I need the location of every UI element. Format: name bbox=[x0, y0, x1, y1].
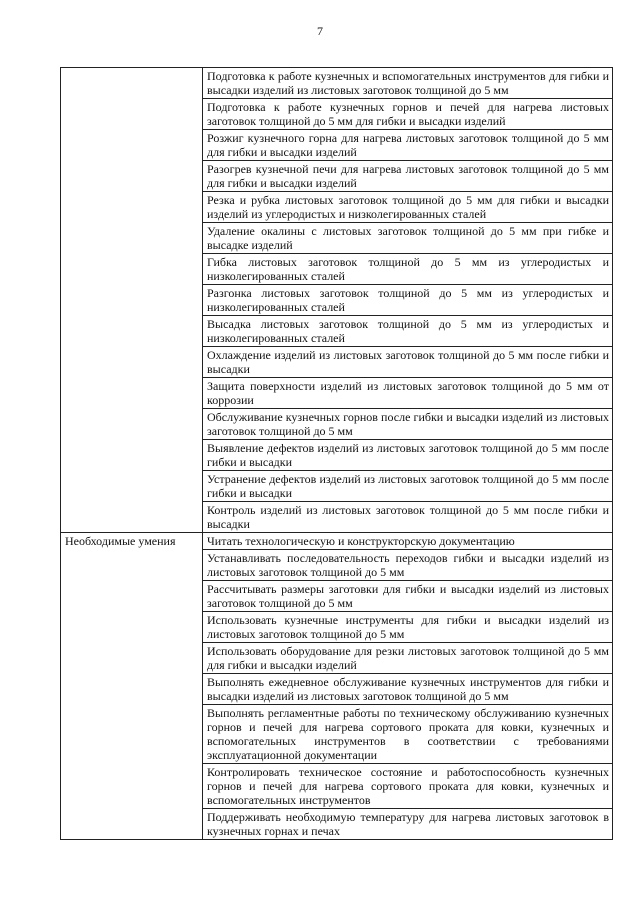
table-cell-item: Удаление окалины с листовых заготовок толщиной до 5 мм при гибке и высадке изделий bbox=[203, 223, 613, 254]
table-cell-item: Обслуживание кузнечных горнов после гибки и высадки изделий из листовых заготовок толщиной до 5 мм bbox=[203, 409, 613, 440]
requirements-table-body bbox=[61, 68, 613, 840]
table-cell-item: Подготовка к работе кузнечных и вспомогательных инструментов для гибки и высадки изделий из листовых заготовок толщиной до 5 мм bbox=[203, 68, 613, 99]
table-cell-item: Выявление дефектов изделий из листовых заготовок толщиной до 5 мм после гибки и высадки bbox=[203, 440, 613, 471]
table-cell-item: Разгонка листовых заготовок толщиной до 5 мм из углеродистых и низколегированных сталей bbox=[203, 285, 613, 316]
table-cell-item: Использовать кузнечные инструменты для гибки и высадки изделий из листовых заготовок толщиной до 5 мм bbox=[203, 612, 613, 643]
table-row bbox=[61, 68, 613, 99]
requirements-table bbox=[60, 67, 613, 840]
table-cell-item: Устранение дефектов изделий из листовых заготовок толщиной до 5 мм после гибки и высадки bbox=[203, 471, 613, 502]
table-cell-item: Разогрев кузнечной печи для нагрева листовых заготовок толщиной до 5 мм для гибки и высадки изделий bbox=[203, 161, 613, 192]
table-cell-item: Гибка листовых заготовок толщиной до 5 мм из углеродистых и низколегированных сталей bbox=[203, 254, 613, 285]
table-cell-item: Использовать оборудование для резки листовых заготовок толщиной до 5 мм для гибки и высадки изделий bbox=[203, 643, 613, 674]
table-cell-item: Охлаждение изделий из листовых заготовок толщиной до 5 мм после гибки и высадки bbox=[203, 347, 613, 378]
table-cell-item: Выполнять регламентные работы по техническому обслуживанию кузнечных горнов и печей для нагрева сортового проката для ковки, кузнечных и вспомогательных инструментов в соответствии с требованиями эксплуатационной документации bbox=[203, 705, 613, 764]
table-cell-item: Резка и рубка листовых заготовок толщиной до 5 мм для гибки и высадки изделий из углеродистых и низколегированных сталей bbox=[203, 192, 613, 223]
table-cell-item: Читать технологическую и конструкторскую документацию bbox=[203, 533, 613, 550]
table-cell-item: Контроль изделий из листовых заготовок толщиной до 5 мм после гибки и высадки bbox=[203, 502, 613, 533]
table-row bbox=[61, 533, 613, 550]
table-cell-item: Подготовка к работе кузнечных горнов и печей для нагрева листовых заготовок толщиной до 5 мм для гибки и высадки изделий bbox=[203, 99, 613, 130]
table-cell-item: Рассчитывать размеры заготовки для гибки и высадки изделий из листовых заготовок толщиной до 5 мм bbox=[203, 581, 613, 612]
table-cell-item: Розжиг кузнечного горна для нагрева листовых заготовок толщиной до 5 мм для гибки и высадки изделий bbox=[203, 130, 613, 161]
table-cell-item: Высадка листовых заготовок толщиной до 5 мм из углеродистых и низколегированных сталей bbox=[203, 316, 613, 347]
table-cell-item: Защита поверхности изделий из листовых заготовок толщиной до 5 мм от коррозии bbox=[203, 378, 613, 409]
table-cell-item: Контролировать техническое состояние и работоспособность кузнечных горнов и печей для нагрева сортового проката для ковки, кузнечных и вспомогательных инструментов bbox=[203, 764, 613, 809]
section-label bbox=[61, 68, 203, 533]
table-cell-item: Выполнять ежедневное обслуживание кузнечных инструментов для гибки и высадки изделий из листовых заготовок толщиной до 5 мм bbox=[203, 674, 613, 705]
table-cell-item: Поддерживать необходимую температуру для нагрева листовых заготовок в кузнечных горнах и печах bbox=[203, 809, 613, 840]
page-number: 7 bbox=[317, 24, 323, 38]
section-label: Необходимые умения bbox=[61, 533, 203, 840]
table-cell-item: Устанавливать последовательность переходов гибки и высадки изделий из листовых заготовок толщиной до 5 мм bbox=[203, 550, 613, 581]
